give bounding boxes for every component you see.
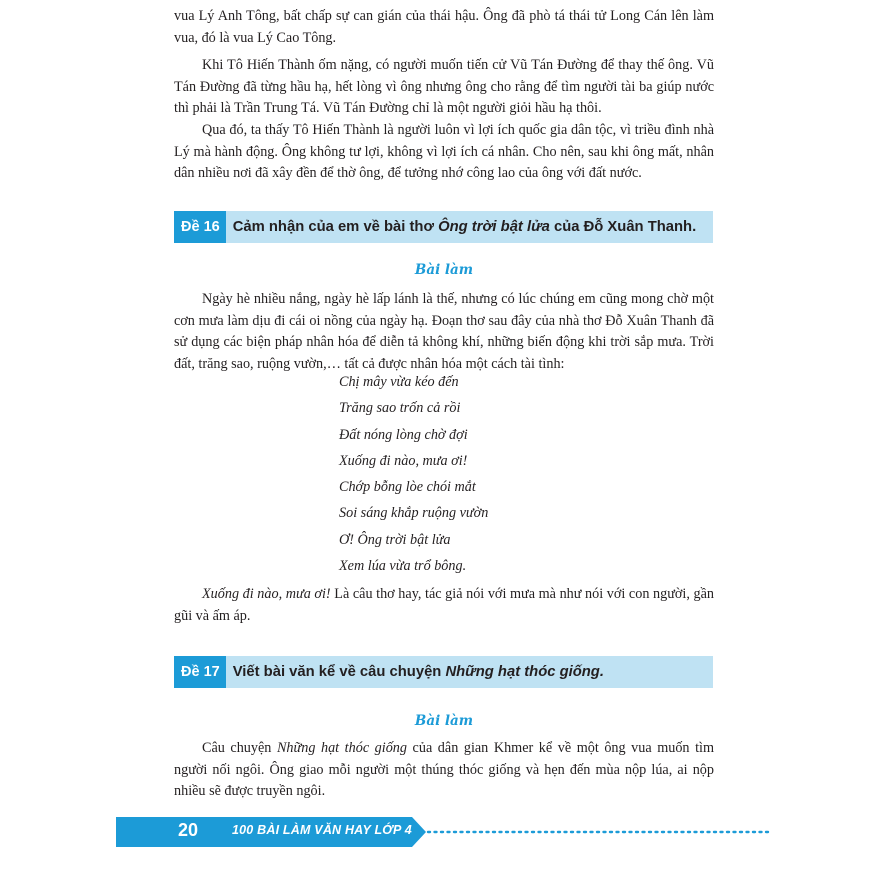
poem-line: Xuống đi nào, mưa ơi! [339, 452, 468, 469]
poem-line: Trăng sao trốn cả rồi [339, 400, 461, 417]
poem-line: Xem lúa vừa trổ bông. [339, 558, 467, 575]
book-title: 100 BÀI LÀM VĂN HAY LỚP 4 [232, 823, 412, 837]
poem-line: Đất nóng lòng chờ đợi [339, 426, 468, 443]
de17-bai-lam: Bài làm [414, 713, 474, 729]
intro-paragraph-3: Qua đó, ta thấy Tô Hiến Thành là người luôn vì lợi ích quốc gia dân tộc, vì triều đình nhà Lý mà hành động. Ông không tư lợi, không vì lợi ích cá nhân. Cho nên, sau khi ông mất, nhân dân nhiều nơi đã xây đền để thờ ông, để tưởng nhớ công lao của ông với đất nước. [174, 122, 714, 181]
de16-title: Cảm nhận của em về bài thơ Ông trời bật lửa của Đỗ Xuân Thanh. [232, 219, 697, 235]
intro-paragraph-2: Khi Tô Hiến Thành ốm nặng, có người muốn tiến cử Vũ Tán Đường để thay thế ông. Vũ Tán Đường đã từng hầu hạ, hết lòng vì ông nhưng ông cho rằng để tìm người tài ba giúp nước thì phải là Trần Trung Tá. Vũ Tán Đường chỉ là một người giỏi hầu hạ thôi. [174, 57, 714, 116]
de17-heading [174, 656, 713, 688]
de16-heading [174, 211, 713, 243]
poem-line: Chớp bỗng lòe chói mắt [339, 479, 476, 496]
page-number: 20 [177, 820, 199, 840]
page-footer [116, 817, 776, 847]
de16-poem [339, 369, 639, 579]
de16-paragraph-2: Xuống đi nào, mưa ơi! Là câu thơ hay, tác giả nói với mưa mà như nói với con người, gần gũi và ấm áp. [174, 586, 714, 624]
intro-paragraph-1: vua Lý Anh Tông, bất chấp sự can gián của thái hậu. Ông đã phò tá thái tử Long Cán lên làm vua, đó là vua Lý Cao Tông. [174, 8, 714, 46]
footer-banner [116, 817, 776, 847]
de17-tag: Đề 17 [174, 656, 226, 688]
poem-line: Soi sáng khắp ruộng vườn [339, 505, 489, 522]
de17-title: Viết bài văn kể về câu chuyện Những hạt thóc giống. [232, 664, 604, 680]
de17-paragraph-1: Câu chuyện Những hạt thóc giống của dân gian Khmer kể về một ông vua muốn tìm người nối ngôi. Ông giao mỗi người một thúng thóc giống và hẹn đến mùa nộp lúa, ai nộp nhiều sẽ được truyền ngôi. [174, 740, 715, 799]
de16-paragraph-1: Ngày hè nhiều nắng, ngày hè lấp lánh là thế, nhưng có lúc chúng em cũng mong chờ một cơn mưa làm dịu đi cái oi nồng của ngày hạ. Đoạn thơ sau đây của nhà thơ Đỗ Xuân Thanh đã sử dụng các biện pháp nhân hóa để diễn tả không khí, những biến động khi trời sắp mưa. Trời đất, trăng sao, ruộng vườn,… tất cả được nhân hóa một cách tài tình: [174, 291, 714, 372]
de16-bai-lam: Bài làm [414, 262, 474, 278]
de16-tag: Đề 16 [174, 211, 226, 243]
poem-line: Ơ! Ông trời bật lửa [339, 531, 451, 548]
poem-line: Chị mây vừa kéo đến [339, 374, 459, 390]
